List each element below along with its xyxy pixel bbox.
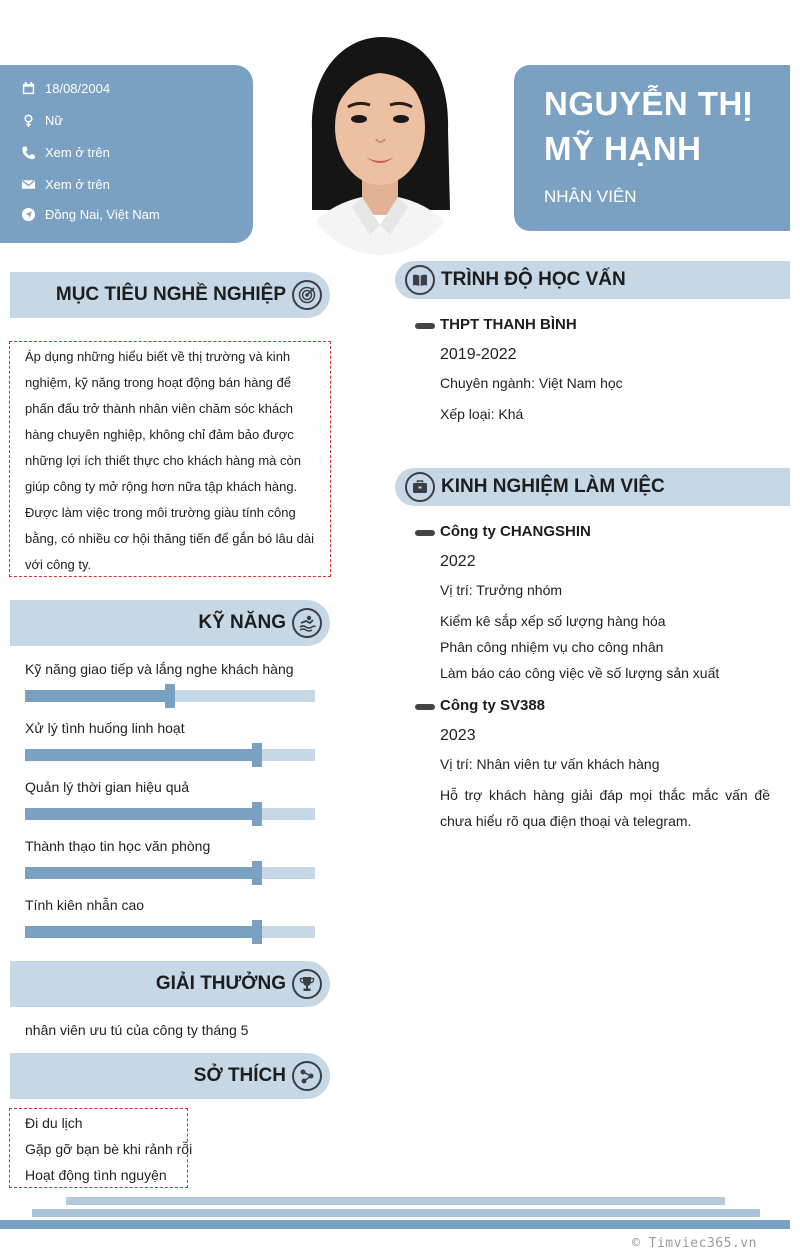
mail-icon <box>20 176 36 192</box>
skill-bar-knob-1 <box>165 684 175 708</box>
skills-title: KỸ NĂNG <box>198 612 286 633</box>
birthday-text: 18/08/2004 <box>45 80 111 96</box>
job-position-2: Vị trí: Nhân viên tư vấn khách hàng <box>440 756 660 772</box>
skill-bar-fill-2 <box>25 749 257 761</box>
skills-header <box>10 600 330 646</box>
full-name-line-2: MỸ HẠNH <box>544 130 702 167</box>
skill-bar-3 <box>25 808 315 820</box>
skill-bar-fill-5 <box>25 926 257 938</box>
full-name-line-1: NGUYỄN THỊ <box>544 85 753 122</box>
job-duty: Phân công nhiệm vụ cho công nhân <box>440 639 664 655</box>
watermark: © Timviec365.vn <box>632 1236 757 1251</box>
contact-card <box>0 65 253 243</box>
target-icon <box>292 280 322 310</box>
education-bullet <box>415 323 435 329</box>
experience-title: KINH NGHIỆM LÀM VIỆC <box>441 476 665 497</box>
job-company-1: Công ty CHANGSHIN <box>440 523 591 540</box>
education-title: TRÌNH ĐỘ HỌC VẤN <box>441 269 626 290</box>
education-years: 2019-2022 <box>440 346 517 363</box>
award-text: nhân viên ưu tú của công ty tháng 5 <box>25 1022 249 1038</box>
skills-icon <box>292 608 322 638</box>
hobbies-list <box>9 1108 193 1188</box>
objective-header <box>10 272 330 318</box>
education-header <box>395 261 790 299</box>
profile-photo <box>290 35 470 255</box>
education-grade: Xếp loại: Khá <box>440 406 524 422</box>
skill-bar-fill-3 <box>25 808 257 820</box>
skill-bar-5 <box>25 926 315 938</box>
job-bullet-1 <box>415 530 435 536</box>
name-card <box>514 65 790 231</box>
education-major: Chuyên ngành: Việt Nam học <box>440 375 623 391</box>
school-name: THPT THANH BÌNH <box>440 316 577 333</box>
gender-icon <box>20 112 36 128</box>
footer-stripe-bottom <box>0 1220 790 1229</box>
hobbies-icon <box>292 1061 322 1091</box>
calendar-icon <box>20 80 36 96</box>
skill-bar-knob-5 <box>252 920 262 944</box>
skill-bar-fill-1 <box>25 690 170 702</box>
skill-bar-knob-4 <box>252 861 262 885</box>
phone-text: Xem ở trên <box>45 144 110 160</box>
footer-stripe-top <box>66 1197 725 1205</box>
skill-bar-knob-3 <box>252 802 262 826</box>
trophy-icon <box>292 969 322 999</box>
objective-text: Áp dụng những hiểu biết về thị trường và kinh nghiệm, kỹ năng trong hoạt động bán hàng để phấn đấu trở thành nhân viên chăm sóc khách hàng chuyên nghiệp, không chỉ đảm bảo được những lợi ích thiết thực cho khách hàng mà còn giúp công ty mở rộng hơn nữa tập khách hàng. Được làm việc trong môi trường giàu tính công bằng, có nhiều cơ hội thăng tiến để gắn bó lâu dài với công ty. <box>9 341 331 577</box>
book-icon <box>405 265 435 295</box>
hobbies-header <box>10 1053 330 1099</box>
briefcase-icon <box>405 472 435 502</box>
job-year-2: 2023 <box>440 727 476 744</box>
skill-bar-2 <box>25 749 315 761</box>
skill-bar-4 <box>25 867 315 879</box>
experience-header <box>395 468 790 506</box>
hobby-item: Đi du lịch <box>25 1115 83 1131</box>
job-duty: Làm báo cáo công việc về số lượng sản xuất <box>440 665 720 681</box>
contact-email-row <box>20 176 110 192</box>
awards-title: GIẢI THƯỞNG <box>155 973 286 994</box>
skill-bar-knob-2 <box>252 743 262 767</box>
contact-gender-row <box>20 112 63 128</box>
phone-icon <box>20 144 36 160</box>
contact-birthday-row <box>20 80 110 96</box>
job-duty: Kiểm kê sắp xếp số lượng hàng hóa <box>440 613 666 629</box>
skill-label-3: Quản lý thời gian hiệu quả <box>25 779 190 795</box>
hobby-item: Gặp gỡ bạn bè khi rảnh rỗi <box>25 1141 193 1157</box>
skill-label-5: Tính kiên nhẫn cao <box>25 897 145 913</box>
job-year-1: 2022 <box>440 553 476 570</box>
skill-bar-fill-4 <box>25 867 257 879</box>
skill-bar-1 <box>25 690 315 702</box>
hobbies-title: SỞ THÍCH <box>193 1065 286 1086</box>
job-duty: Hỗ trợ khách hàng giải đáp mọi thắc mắc vấn đề <box>440 787 770 803</box>
awards-header <box>10 961 330 1007</box>
skill-label-2: Xử lý tình huống linh hoạt <box>25 720 185 736</box>
address-text: Đồng Nai, Việt Nam <box>45 206 160 222</box>
location-icon <box>20 206 36 222</box>
contact-address-row <box>20 206 160 222</box>
gender-text: Nữ <box>45 112 64 128</box>
contact-phone-row <box>20 144 110 160</box>
job-bullet-2 <box>415 704 435 710</box>
footer-stripe-middle <box>32 1209 760 1217</box>
job-position-1: Vị trí: Trưởng nhóm <box>440 582 563 598</box>
skill-label-4: Thành thạo tin học văn phòng <box>25 838 211 854</box>
job-title: NHÂN VIÊN <box>544 187 637 206</box>
hobby-item: Hoạt động tình nguyện <box>25 1167 167 1183</box>
job-duty: chưa hiểu rõ qua điện thoại và telegram. <box>440 813 692 829</box>
job-company-2: Công ty SV388 <box>440 697 546 714</box>
skill-label-1: Kỹ năng giao tiếp và lắng nghe khách hàng <box>25 661 294 677</box>
email-text: Xem ở trên <box>45 176 110 192</box>
objective-title: MỤC TIÊU NGHỀ NGHIỆP <box>55 284 286 305</box>
